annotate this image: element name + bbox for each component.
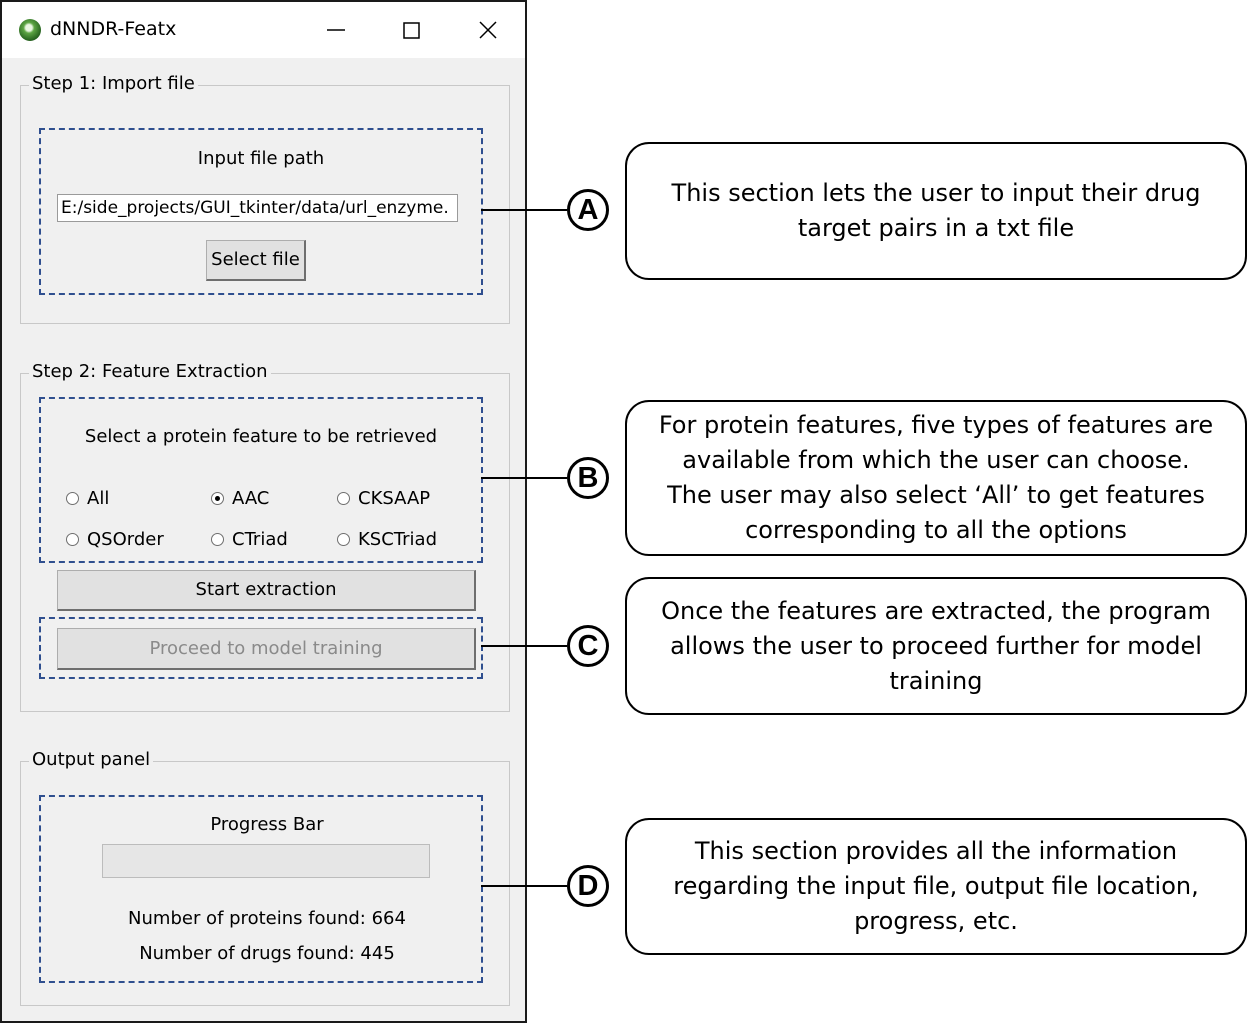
maximize-icon xyxy=(391,12,431,48)
start-extraction-button[interactable]: Start extraction xyxy=(57,570,476,611)
maximize-button[interactable] xyxy=(391,12,431,48)
radio-selected-icon xyxy=(211,492,224,505)
callout-b-text: For protein features, five types of features are available from which the user can choose. The user may also select ‘All’ to get features corresponding to all the options xyxy=(658,411,1214,544)
marker-b: B xyxy=(567,457,609,499)
radio-circle-icon xyxy=(211,533,224,546)
progress-bar xyxy=(102,844,430,878)
radio-aac-label: AAC xyxy=(232,488,270,509)
window-title: dNNDR-Featx xyxy=(50,18,177,40)
feature-prompt: Select a protein feature to be retrieved xyxy=(84,426,438,447)
connector-c xyxy=(481,645,567,647)
input-file-label: Input file path xyxy=(197,148,325,169)
callout-c xyxy=(625,577,1247,715)
output-legend: Output panel xyxy=(29,749,153,770)
radio-all[interactable] xyxy=(66,488,109,509)
radio-circle-icon xyxy=(337,533,350,546)
step2-legend: Step 2: Feature Extraction xyxy=(29,361,271,382)
radio-circle-icon xyxy=(66,533,79,546)
radio-qsorder-label: QSOrder xyxy=(87,529,164,550)
close-button[interactable] xyxy=(468,12,508,48)
app-window xyxy=(0,0,527,1023)
file-path-input[interactable]: E:/side_projects/GUI_tkinter/data/url_enzyme. xyxy=(57,194,458,222)
callout-d-text: This section provides all the information regarding the input file, output file location, progress, etc. xyxy=(673,837,1199,935)
progress-label: Progress Bar xyxy=(210,814,324,835)
select-file-button[interactable]: Select file xyxy=(206,240,306,281)
callout-a-text: This section lets the user to input their drug target pairs in a txt file xyxy=(671,179,1201,242)
callout-d xyxy=(625,818,1247,955)
step1-legend: Step 1: Import file xyxy=(29,73,198,94)
minimize-icon xyxy=(316,12,356,48)
radio-circle-icon xyxy=(66,492,79,505)
connector-d xyxy=(481,885,567,887)
radio-cksaap[interactable] xyxy=(337,488,430,509)
radio-ksctriad-label: KSCTriad xyxy=(358,529,438,550)
marker-a: A xyxy=(567,189,609,231)
radio-ksctriad[interactable] xyxy=(337,529,437,550)
radio-cksaap-label: CKSAAP xyxy=(358,488,431,509)
connector-b xyxy=(481,477,567,479)
title-bar[interactable] xyxy=(2,2,525,58)
drugs-found-text: Number of drugs found: 445 xyxy=(139,943,395,964)
marker-d: D xyxy=(567,865,609,907)
proteins-found-text: Number of proteins found: 664 xyxy=(128,908,406,929)
radio-circle-icon xyxy=(337,492,350,505)
marker-c: C xyxy=(567,625,609,667)
radio-ctriad[interactable] xyxy=(211,529,288,550)
radio-qsorder[interactable] xyxy=(66,529,164,550)
close-icon xyxy=(468,12,508,48)
app-logo-icon xyxy=(19,19,41,41)
radio-all-label: All xyxy=(87,488,110,509)
minimize-button[interactable] xyxy=(316,12,356,48)
proceed-training-button[interactable]: Proceed to model training xyxy=(57,628,476,670)
radio-aac[interactable] xyxy=(211,488,269,509)
radio-ctriad-label: CTriad xyxy=(232,529,288,550)
callout-c-text: Once the features are extracted, the program allows the user to proceed further for model training xyxy=(661,596,1211,695)
callout-a xyxy=(625,142,1247,280)
callout-b xyxy=(625,400,1247,556)
connector-a xyxy=(481,209,567,211)
